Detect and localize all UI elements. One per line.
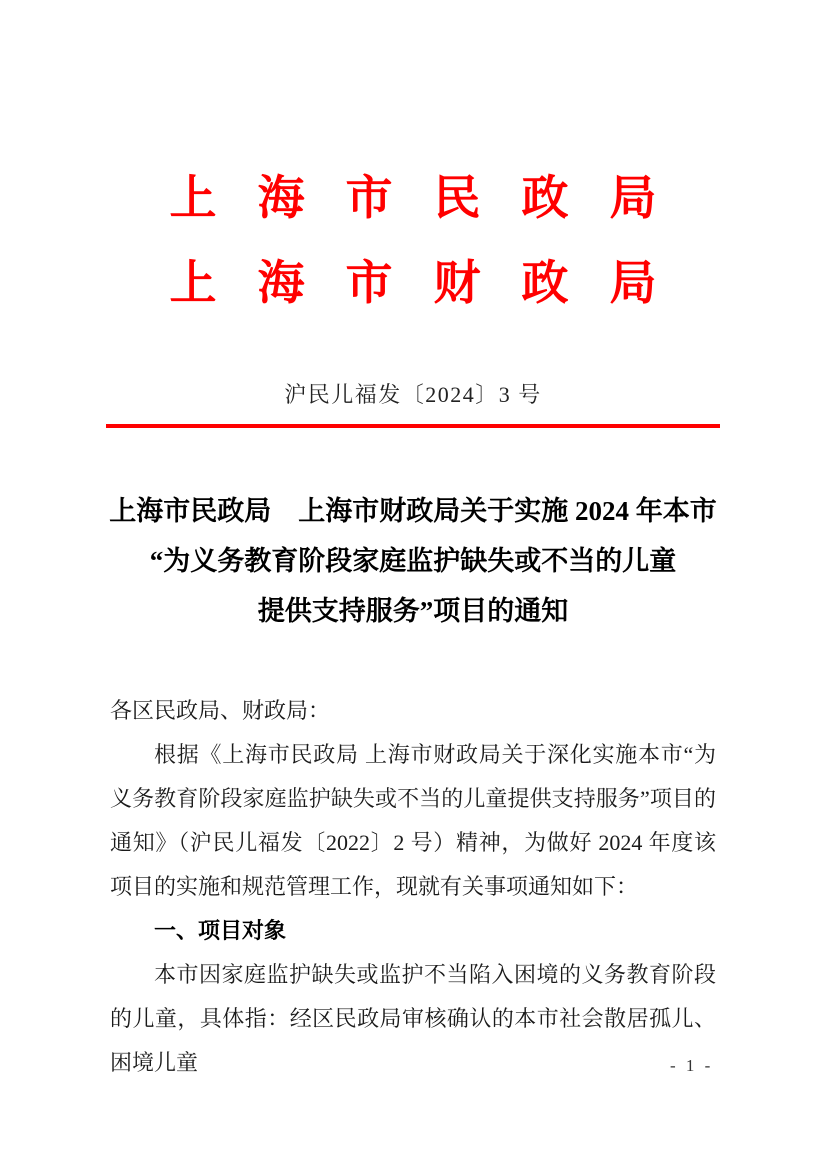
document-title bbox=[0, 486, 826, 636]
page-number: - 1 - bbox=[670, 1056, 714, 1075]
document-body bbox=[110, 689, 716, 1085]
title-line-3: 提供支持服务”项目的通知 bbox=[257, 596, 569, 626]
letterhead-line-finance: 上海市财政局 bbox=[169, 258, 698, 310]
title-line-1: 上海市民政局 上海市财政局关于实施 2024 年本市 bbox=[109, 496, 717, 526]
letterhead-line-civil-affairs: 上海市民政局 bbox=[169, 173, 698, 225]
salutation: 各区民政局、财政局： bbox=[110, 698, 331, 723]
body-paragraph-1: 根据《上海市民政局 上海市财政局关于深化实施本市“为义务教育阶段家庭监护缺失或不当的儿童提供支持服务”项目的通知》（沪民儿福发〔2022〕2 号）精神，为做好 2024 年度该项目的实施和规范管理工作，现就有关事项通知如下： bbox=[110, 742, 716, 899]
red-divider-line bbox=[106, 424, 720, 428]
title-line-2: “为义务教育阶段家庭监护缺失或不当的儿童 bbox=[149, 546, 677, 576]
body-paragraph-2: 本市因家庭监护缺失或监护不当陷入困境的义务教育阶段的儿童，具体指：经区民政局审核确认的本市社会散居孤儿、困境儿童 bbox=[110, 962, 716, 1075]
letterhead bbox=[0, 173, 826, 310]
section-heading-1: 一、项目对象 bbox=[154, 918, 287, 943]
document-number: 沪民儿福发〔2024〕3 号 bbox=[284, 382, 542, 407]
